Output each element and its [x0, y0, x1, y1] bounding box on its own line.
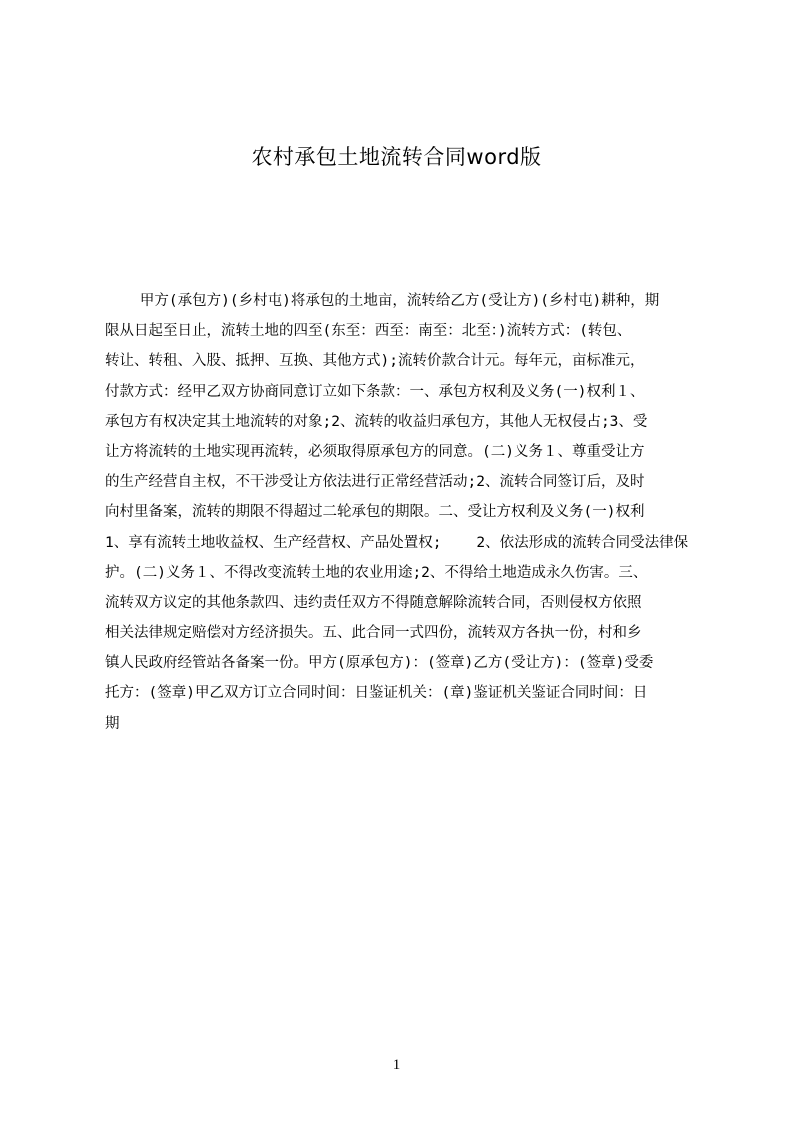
body-line: 付款方式：经甲乙双方协商同意订立如下条款：一、承包方权利及义务(一)权利１、 — [105, 383, 645, 400]
body-line: 的生产经营自主权，不干涉受让方依法进行正常经营活动;2、流转合同签订后，及时 — [105, 474, 645, 491]
body-line: 期 — [105, 715, 120, 732]
document-title: 农村承包土地流转合同word版 — [251, 145, 542, 169]
body-line: 相关法律规定赔偿对方经济损失。五、此合同一式四份，流转双方各执一份，村和乡 — [105, 625, 642, 642]
body-line: 转让、转租、入股、抵押、互换、其他方式);流转价款合计元。每年元，亩标准元， — [105, 353, 645, 370]
page-number: 1 — [392, 1057, 401, 1073]
contract-body — [105, 286, 697, 739]
body-line: 托方：(签章)甲乙双方订立合同时间：日鉴证机关：(章)鉴证机关鉴证合同时间：日 — [105, 685, 648, 702]
body-line: 向村里备案，流转的期限不得超过二轮承包的期限。二、受让方权利及义务(一)权利 — [105, 504, 645, 521]
body-line: 承包方有权决定其土地流转的对象;2、流转的收益归承包方，其他人无权侵占;3、受 — [105, 413, 648, 430]
body-line: 镇人民政府经管站各备案一份。甲方(原承包方)：(签章)乙方(受让方)：(签章)受委 — [105, 655, 654, 672]
body-line: 让方将流转的土地实现再流转，必须取得原承包方的同意。(二)义务１、尊重受让方 — [105, 443, 645, 460]
body-line: 甲方(承包方)(乡村屯)将承包的土地亩，流转给乙方(受让方)(乡村屯)耕种，期 — [105, 293, 660, 309]
body-line: 流转双方议定的其他条款四、违约责任双方不得随意解除流转合同，否则侵权方依照 — [105, 594, 642, 611]
body-line: 限从日起至日止，流转土地的四至(东至：西至：南至：北至：)流转方式：(转包、 — [105, 323, 632, 340]
body-line: 1、享有流转土地收益权、生产经营权、产品处置权; 2、依法形成的流转合同受法律保 — [105, 534, 689, 551]
body-line: 护。(二)义务１、不得改变流转土地的农业用途;2、不得给土地造成永久伤害。三、 — [105, 564, 648, 581]
